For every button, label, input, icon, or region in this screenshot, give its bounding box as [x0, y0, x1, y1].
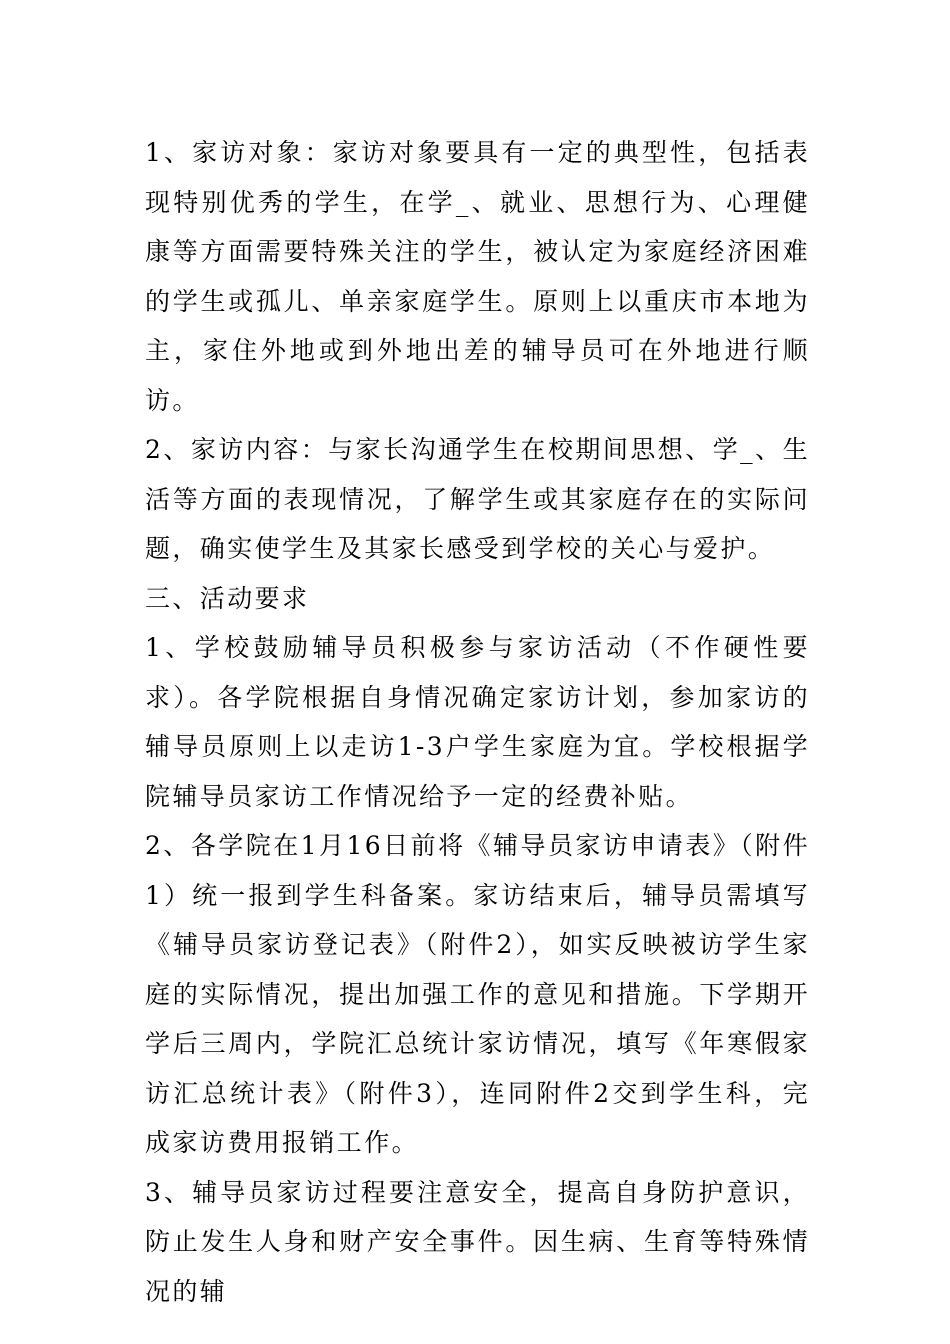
- paragraph-visit-targets: 1、家访对象：家访对象要具有一定的典型性，包括表现特别优秀的学生，在学_、就业、思想行为、心理健康等方面需要特殊关注的学生，被认定为家庭经济困难的学生或孤儿、单亲家庭学生。原则上以重庆市本地为主，家住外地或到外地出差的辅导员可在外地进行顺访。: [145, 138, 810, 415]
- section-heading-requirements: 三、活动要求: [145, 583, 310, 613]
- paragraph-visit-content: 2、家访内容：与家长沟通学生在校期间思想、学_、生活等方面的表现情况，了解学生或其家庭存在的实际问题，确实使学生及其家长感受到学校的关心与爱护。: [145, 435, 810, 563]
- paragraph-requirement-1: 1、学校鼓励辅导员积极参与家访活动（不作硬性要求）。各学院根据自身情况确定家访计划，参加家访的辅导员原则上以走访1-3户学生家庭为宜。学校根据学院辅导员家访工作情况给予一定的经费补贴。: [145, 633, 810, 811]
- document-body: [145, 128, 810, 1316]
- paragraph-requirement-2: 2、各学院在1月16日前将《辅导员家访申请表》（附件1）统一报到学生科备案。家访结束后，辅导员需填写《辅导员家访登记表》（附件2），如实反映被访学生家庭的实际情况，提出加强工作的意见和措施。下学期开学后三周内，学院汇总统计家访情况，填写《年寒假家访汇总统计表》（附件3），连同附件2交到学生科，完成家访费用报销工作。: [145, 831, 810, 1157]
- paragraph-requirement-3: 3、辅导员家访过程要注意安全，提高自身防护意识，防止发生人身和财产安全事件。因生病、生育等特殊情况的辅: [145, 1177, 810, 1306]
